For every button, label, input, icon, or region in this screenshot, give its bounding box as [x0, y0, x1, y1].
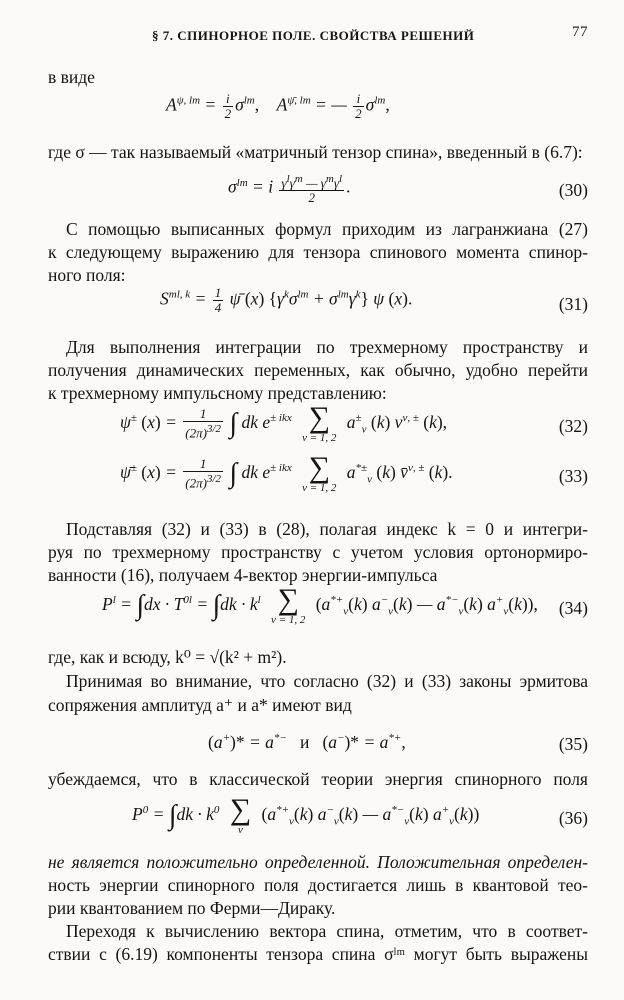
text-line: получения динамических переменных, как обычно, удобно перейти — [48, 360, 588, 380]
text-line: Подставляя (32) и (33) в (28), полагая индекс k = 0 и интегри- — [66, 519, 588, 539]
equation-a — [48, 92, 588, 128]
text-line — [48, 851, 588, 874]
text-line: убеждаемся, что в классической теории энергия спинорного поля — [48, 769, 588, 789]
text-line: рии квантованием по Ферми—Дираку. — [48, 898, 336, 918]
text-line: ствии с (6.19) компоненты тензора спина σˡᵐ могут быть выражены — [48, 944, 588, 964]
equation-36 — [48, 793, 588, 844]
equation-31 — [48, 284, 588, 320]
sum-limit: ν = 1, 2 — [302, 432, 337, 444]
equation-body: $S^{ml, k}$ = $\frac{1}{4}$ ψ̄ (x) $\{\gamma^k\sigma^{lm} + \sigma^{lm}\gamma^k\}$ ψ (x). — [160, 285, 413, 315]
text-line: ного поля: — [48, 265, 126, 285]
text-line: Для выполнения интеграции по трехмерному пространству и — [66, 337, 588, 357]
equation-number: (32) — [558, 416, 588, 436]
equation-35 — [48, 730, 588, 760]
equation-number: (31) — [558, 294, 588, 314]
equation-number: (33) — [558, 466, 588, 486]
equation-body: (a+)* = a*− и (a−)* = a*+, — [208, 732, 406, 752]
text-line: сопряжения амплитуд a⁺ и a* имеют вид — [48, 695, 352, 715]
text-line: руя по трехмерному пространству с учетом условия ортонормиро- — [48, 542, 588, 562]
section-title: § 7. СПИНОРНОЕ ПОЛЕ. СВОЙСТВА РЕШЕНИЙ — [152, 28, 475, 43]
sum-limit: ν — [237, 824, 243, 836]
equation-34 — [48, 583, 588, 634]
text-line: к следующему выражению для тензора спинового момента спинор- — [48, 242, 588, 262]
equation-number: (34) — [558, 598, 588, 618]
equation-30 — [48, 170, 588, 206]
equation-32 — [48, 401, 588, 452]
emphasis-text: не является положительно определенной. Положительная определен- — [48, 852, 588, 872]
equation-number: (30) — [558, 180, 588, 200]
text-line: Переходя к вычислению вектора спина, отметим, что в соответ- — [66, 921, 588, 941]
running-header — [60, 24, 588, 46]
text-line: в виде — [48, 67, 95, 87]
sum-limit: ν = 1, 2 — [302, 482, 337, 494]
equation-body: ψ± (x) = $\frac{1}{(2\pi)^{3/2}}$ ∫ dk $e^{\pm ikx}$ ∑ ν = 1, 2 $a^\pm_\nu$ (k) $v^{\nu, \pm}$ (k), — [120, 401, 448, 444]
sum-limit: ν = 1, 2 — [271, 614, 306, 626]
equation-body: $P^0 = \int dk \cdot k^0$ ∑ ν ($a^{*+}_\nu(k)$ $a^-_\nu(k)$ — $a^{*-}_\nu(k)$ $a^+_\nu(k)$) — [132, 793, 480, 836]
text-line: где, как и всюду, k⁰ = √(k² + m²). — [48, 647, 287, 667]
text-line: Принимая во внимание, что согласно (32) и (33) законы эрмитова — [66, 671, 588, 691]
equation-body: ψ̄± (x) = $\frac{1}{(2\pi)^{3/2}}$ ∫ dk $e^{\pm ikx}$ ∑ ν = 1, 2 $a^{*\pm}_\nu$ (k) v̄$^{\nu, \pm}$ (k). — [120, 451, 453, 494]
text-line: ванности (16), получаем 4-вектор энергии-импульса — [48, 565, 438, 585]
text-line: к трехмерному импульсному представлению: — [48, 383, 387, 403]
page-number: 77 — [572, 24, 588, 40]
equation-number: (35) — [558, 734, 588, 754]
equation-body: $P^l = \int dx \cdot T^{0l} = \int dk \cdot k^l$ ∑ ν = 1, 2 ($a^{*+}_\nu(k)$ $a^-_\nu(k)$ — $a^{*-}_\nu(k)$ $a^+_\nu(k)$), — [102, 583, 538, 626]
equation-number: (36) — [558, 808, 588, 828]
equation-body: $A^{\psi, lm}$ = $\frac{i}{2}$ $\sigma^{lm}$, $A^{\psī, lm}$ = — $\frac{i}{2}$ $\sigma^{lm}$, — [166, 91, 390, 121]
text-line: ность энергии спинорного поля достигается лишь в квантовой тео- — [48, 875, 588, 895]
text-line: С помощью выписанных формул приходим из лагранжиана (27) — [66, 219, 588, 239]
equation-body: $\sigma^{lm} = i$ $\frac{\gamma^l\gamma^m — \gamma^m\gamma^l}{2}$ . — [228, 173, 351, 206]
text-line: где σ — так называемый «матричный тензор спина», введенный в (6.7): — [48, 142, 583, 162]
equation-33 — [48, 451, 588, 502]
